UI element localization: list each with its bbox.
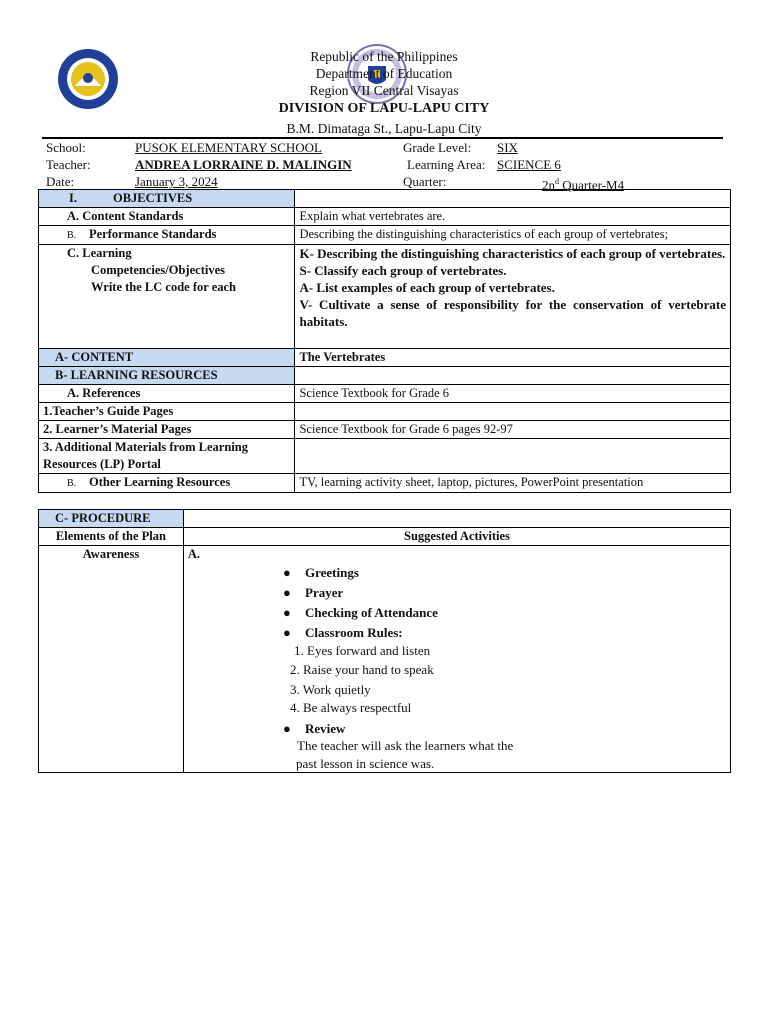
table-row bbox=[39, 510, 731, 528]
procedure-table bbox=[38, 509, 731, 773]
other-prefix: B. bbox=[67, 478, 77, 489]
header-department: Department of Education bbox=[315, 66, 453, 81]
quarter-num: 2n bbox=[542, 177, 555, 193]
review-desc-1: The teacher will ask the learners what the bbox=[297, 738, 514, 753]
attendance-item bbox=[283, 605, 438, 621]
objectives-header bbox=[39, 190, 295, 208]
header-rule bbox=[42, 137, 723, 139]
content-label: A- CONTENT bbox=[39, 349, 295, 367]
performance-standards-cell bbox=[39, 226, 295, 245]
learners-material-label: 2. Learner’s Material Pages bbox=[39, 421, 295, 439]
school-value: PUSOK ELEMENTARY SCHOOL bbox=[135, 140, 322, 155]
objectives-title: OBJECTIVES bbox=[113, 191, 193, 205]
lc-knowledge: K- Describing the distinguishing characteristics of each group of vertebrates. bbox=[299, 246, 726, 261]
header-republic: Republic of the Philippines bbox=[310, 49, 458, 64]
attendance-text: Checking of Attendance bbox=[305, 605, 438, 620]
lc-value: V- Cultivate a sense of responsibility for the conservation of vertebrate habitats. bbox=[299, 297, 726, 329]
table-row bbox=[39, 208, 731, 226]
school-label: School: bbox=[46, 140, 86, 155]
other-label: Other Learning Resources bbox=[89, 475, 231, 489]
rules-text: Classroom Rules: bbox=[305, 625, 403, 640]
table-row bbox=[39, 403, 731, 421]
date-value: January 3, 2024 bbox=[135, 174, 218, 189]
references-value: Science Textbook for Grade 6 bbox=[295, 385, 731, 403]
references-label: A. References bbox=[39, 385, 295, 403]
procedure-header: C- PROCEDURE bbox=[39, 510, 184, 528]
lc-label-line2: Competencies/Objectives bbox=[91, 263, 225, 277]
performance-label: Performance Standards bbox=[89, 227, 217, 241]
greetings-text: Greetings bbox=[305, 565, 359, 580]
table-row bbox=[39, 528, 731, 546]
table-row bbox=[39, 474, 731, 493]
lc-attitude: A- List examples of each group of vertebrates. bbox=[299, 280, 555, 295]
teachers-guide-label: 1.Teacher’s Guide Pages bbox=[39, 403, 295, 421]
objectives-num: I. bbox=[69, 191, 77, 205]
bullet-icon: ● bbox=[283, 721, 291, 736]
quarter-label: Quarter: bbox=[403, 174, 447, 189]
content-standards-value: Explain what vertebrates are. bbox=[295, 208, 731, 226]
teachers-guide-value bbox=[295, 403, 731, 421]
objectives-header-empty bbox=[295, 190, 731, 208]
performance-standards-value: Describing the distinguishing characteristics of each group of vertebrates; bbox=[295, 226, 731, 245]
table-row bbox=[39, 439, 731, 474]
bullet-icon: ● bbox=[283, 585, 291, 600]
grade-value: SIX bbox=[497, 140, 518, 155]
additional-materials-value bbox=[295, 439, 731, 474]
objectives-table bbox=[38, 189, 731, 493]
rule-3: 3. Work quietly bbox=[290, 682, 371, 697]
table-row bbox=[39, 349, 731, 367]
performance-prefix: B. bbox=[67, 230, 77, 241]
rule-1: 1. Eyes forward and listen bbox=[294, 643, 431, 658]
rule-2: 2. Raise your hand to speak bbox=[290, 662, 434, 677]
other-resources-value: TV, learning activity sheet, laptop, pictures, PowerPoint presentation bbox=[295, 474, 731, 493]
area-value: SCIENCE 6 bbox=[497, 157, 561, 172]
review-item bbox=[283, 721, 345, 737]
lc-skill: S- Classify each group of vertebrates. bbox=[299, 263, 507, 278]
learning-competencies-cell bbox=[39, 245, 295, 349]
prayer-text: Prayer bbox=[305, 585, 344, 600]
table-row bbox=[39, 367, 731, 385]
table-row bbox=[39, 190, 731, 208]
elements-header: Elements of the Plan bbox=[39, 528, 184, 546]
teacher-label: Teacher: bbox=[46, 157, 91, 172]
date-label: Date: bbox=[46, 174, 75, 189]
suggested-activities-header: Suggested Activities bbox=[183, 528, 730, 546]
quarter-sup: d bbox=[555, 177, 559, 186]
greetings-item bbox=[283, 565, 359, 581]
awareness-label: Awareness bbox=[39, 546, 184, 773]
learning-competencies-value bbox=[295, 245, 731, 349]
table-row bbox=[39, 421, 731, 439]
quarter-rest: Quarter-M4 bbox=[559, 177, 625, 193]
learning-resources-empty bbox=[295, 367, 731, 385]
bullet-icon: ● bbox=[283, 565, 291, 580]
activity-letter: A. bbox=[187, 547, 201, 561]
bullet-icon: ● bbox=[283, 625, 291, 640]
content-standards-label: A. Content Standards bbox=[39, 208, 295, 226]
content-value: The Vertebrates bbox=[295, 349, 731, 367]
other-resources-cell bbox=[39, 474, 295, 493]
table-row bbox=[39, 385, 731, 403]
grade-label: Grade Level: bbox=[403, 140, 472, 155]
procedure-header-empty bbox=[183, 510, 730, 528]
learners-material-value: Science Textbook for Grade 6 pages 92-97 bbox=[295, 421, 731, 439]
lc-label-line1: C. Learning bbox=[67, 246, 132, 260]
teacher-value: ANDREA LORRAINE D. MALINGIN bbox=[135, 157, 352, 172]
table-row bbox=[39, 226, 731, 245]
header-division: DIVISION OF LAPU-LAPU CITY bbox=[278, 101, 490, 116]
learning-resources-label: B- LEARNING RESOURCES bbox=[39, 367, 295, 385]
rules-item bbox=[283, 625, 403, 641]
rule-4: 4. Be always respectful bbox=[290, 700, 412, 715]
additional-materials-label: 3. Additional Materials from Learning Resources (LP) Portal bbox=[39, 439, 295, 474]
bullet-icon: ● bbox=[283, 605, 291, 620]
review-desc-2: past lesson in science was. bbox=[296, 756, 435, 771]
review-text: Review bbox=[305, 721, 346, 736]
area-label: Learning Area: bbox=[407, 157, 486, 172]
header-address: B.M. Dimataga St., Lapu-Lapu City bbox=[286, 121, 482, 136]
prayer-item bbox=[283, 585, 343, 601]
lc-label-line3: Write the LC code for each bbox=[91, 280, 236, 294]
table-row bbox=[39, 245, 731, 349]
header-region: Region VII Central Visayas bbox=[309, 83, 459, 98]
